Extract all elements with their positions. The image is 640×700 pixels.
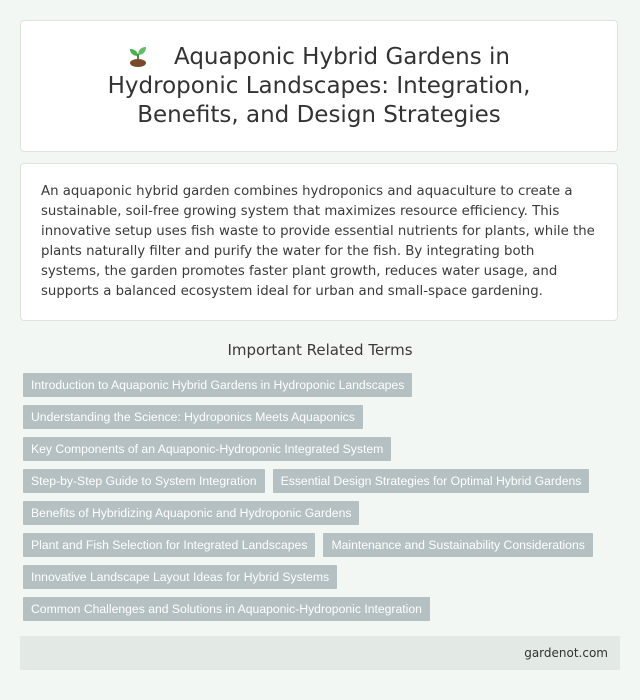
terms-row (23, 501, 623, 525)
terms-row (23, 373, 623, 397)
related-terms-heading: Important Related Terms (227, 341, 413, 359)
terms-row (23, 565, 623, 589)
terms-row (23, 437, 623, 461)
term-tag[interactable]: Common Challenges and Solutions in Aquaponic-Hydroponic Integration (23, 597, 430, 621)
term-tag[interactable]: Key Components of an Aquaponic-Hydroponic Integrated System (23, 437, 391, 461)
page-title (21, 43, 617, 130)
terms-row (23, 597, 623, 621)
related-terms-list (23, 373, 623, 629)
terms-row (23, 533, 623, 557)
term-tag[interactable]: Benefits of Hybridizing Aquaponic and Hydroponic Gardens (23, 501, 359, 525)
sprout-icon (128, 45, 148, 67)
footer-site-link[interactable]: gardenot.com (524, 646, 608, 660)
title-card (20, 20, 618, 152)
intro-card (20, 163, 618, 321)
terms-row (23, 405, 623, 429)
intro-text: An aquaponic hybrid garden combines hydroponics and aquaculture to create a sustainable, soil-free growing system that maximizes resource efficiency. This innovative setup uses fish waste to provide essential nutrients for plants, while the plants naturally filter and purify the water for the fish. By integrating both systems, the garden promotes faster plant growth, reduces water usage, and supports a balanced ecosystem ideal for urban and small-space gardening. (41, 184, 595, 299)
term-tag[interactable]: Step-by-Step Guide to System Integration (23, 469, 265, 493)
term-tag[interactable]: Plant and Fish Selection for Integrated Landscapes (23, 533, 315, 557)
terms-row (23, 469, 623, 493)
term-tag[interactable]: Introduction to Aquaponic Hybrid Gardens in Hydroponic Landscapes (23, 373, 412, 397)
term-tag[interactable]: Understanding the Science: Hydroponics Meets Aquaponics (23, 405, 363, 429)
term-tag[interactable]: Maintenance and Sustainability Considerations (323, 533, 592, 557)
term-tag[interactable]: Essential Design Strategies for Optimal Hybrid Gardens (273, 469, 590, 493)
term-tag[interactable]: Innovative Landscape Layout Ideas for Hybrid Systems (23, 565, 337, 589)
footer (20, 636, 620, 670)
page-title-text: Aquaponic Hybrid Gardens in Hydroponic Landscapes: Integration, Benefits, and Design Strategies (107, 43, 531, 128)
